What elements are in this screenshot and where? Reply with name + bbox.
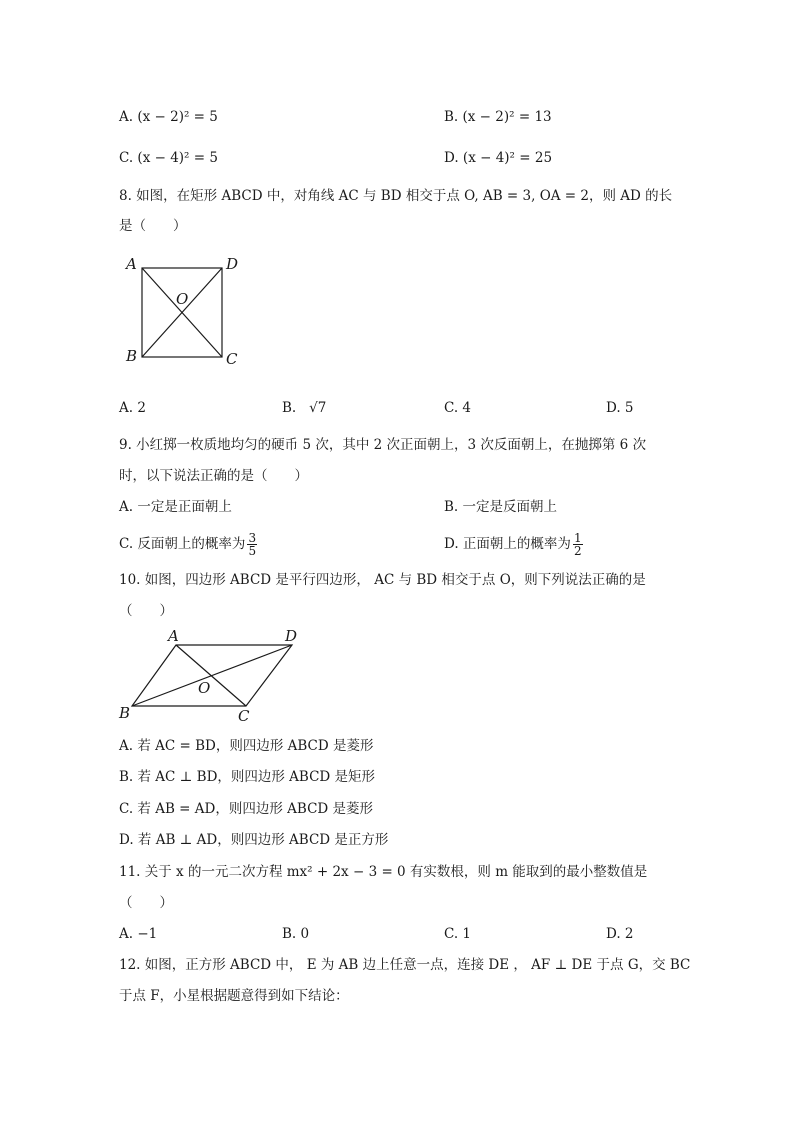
q10-parallelogram-figure [114, 624, 314, 724]
q8-stem-line2: 是（ ） [119, 218, 187, 234]
center-o-label: O [198, 679, 211, 697]
q8-option-b [282, 398, 326, 418]
q8-option-a: A. 2 [119, 400, 146, 416]
q11-stem-line1: 11. 关于 x 的一元二次方程 mx² + 2x − 3 = 0 有实数根，则 m 能取到的最小整数值是 [119, 864, 648, 880]
q9-stem-line1: 9. 小红掷一枚质地均匀的硬币 5 次，其中 2 次正面朝上，3 次反面朝上，在抛掷第 6 次 [119, 437, 647, 453]
q9-option-c-text: C. 反面朝上的概率为 [119, 536, 246, 552]
center-o-label: O [176, 290, 189, 308]
vertex-b-label: B [119, 704, 131, 722]
q7-option-b: B. (x − 2)² = 13 [444, 109, 552, 125]
q8-option-b-letter: B. [282, 400, 297, 416]
q8-option-d: D. 5 [606, 400, 634, 416]
q9-option-d-text: D. 正面朝上的概率为 [444, 536, 571, 552]
vertex-a-label: A [168, 627, 179, 645]
fraction-numerator: 1 [573, 531, 582, 545]
fraction-denominator: 2 [573, 544, 582, 558]
q8-stem-line1: 8. 如图，在矩形 ABCD 中，对角线 AC 与 BD 相交于点 O, AB = 3, OA = 2，则 AD 的长 [119, 188, 673, 204]
q10-option-d: D. 若 AB ⊥ AD，则四边形 ABCD 是正方形 [119, 832, 389, 848]
q7-option-a: A. (x − 2)² = 5 [119, 109, 218, 125]
q7-option-c: C. (x − 4)² = 5 [119, 150, 218, 166]
vertex-d-label: D [226, 255, 239, 273]
fraction-numerator: 3 [248, 531, 257, 545]
q9-option-b: B. 一定是反面朝上 [444, 499, 558, 515]
fraction-denominator: 5 [248, 544, 257, 558]
q10-stem-line1: 10. 如图，四边形 ABCD 是平行四边形， AC 与 BD 相交于点 O，则下列说法正确的是 [119, 572, 646, 588]
vertex-c-label: C [238, 707, 250, 724]
q9-option-c-fraction [247, 532, 257, 557]
q10-option-b: B. 若 AC ⊥ BD，则四边形 ABCD 是矩形 [119, 769, 376, 785]
q8-option-b-sqrt: √7 [309, 400, 327, 416]
diagonal-bd [132, 645, 292, 706]
q9-option-d-fraction [573, 532, 583, 557]
q11-option-d: D. 2 [606, 926, 634, 942]
q9-stem-line2: 时，以下说法正确的是（ ） [119, 468, 308, 484]
q10-stem-line2: （ ） [119, 603, 173, 619]
q12-stem-line2: 于点 F，小星根据题意得到如下结论： [119, 988, 349, 1004]
q8-rectangle-figure [118, 252, 248, 372]
vertex-c-label: C [226, 350, 238, 368]
q9-option-a: A. 一定是正面朝上 [119, 499, 232, 515]
q11-option-a: A. −1 [119, 926, 158, 942]
q11-option-b: B. 0 [282, 926, 310, 942]
q10-option-a: A. 若 AC = BD，则四边形 ABCD 是菱形 [119, 738, 374, 754]
q7-option-d: D. (x − 4)² = 25 [444, 150, 553, 166]
q12-stem-line1: 12. 如图，正方形 ABCD 中， E 为 AB 边上任意一点，连接 DE ， AF ⊥ DE 于点 G，交 BC [119, 957, 691, 973]
vertex-b-label: B [126, 347, 138, 365]
vertex-d-label: D [285, 627, 298, 645]
vertex-a-label: A [126, 255, 137, 273]
q9-option-c [119, 526, 257, 562]
q10-option-c: C. 若 AB = AD，则四边形 ABCD 是菱形 [119, 801, 374, 817]
q11-option-c: C. 1 [444, 926, 472, 942]
q11-stem-line2: （ ） [119, 895, 173, 911]
q8-option-c: C. 4 [444, 400, 472, 416]
q9-option-d [444, 526, 583, 562]
